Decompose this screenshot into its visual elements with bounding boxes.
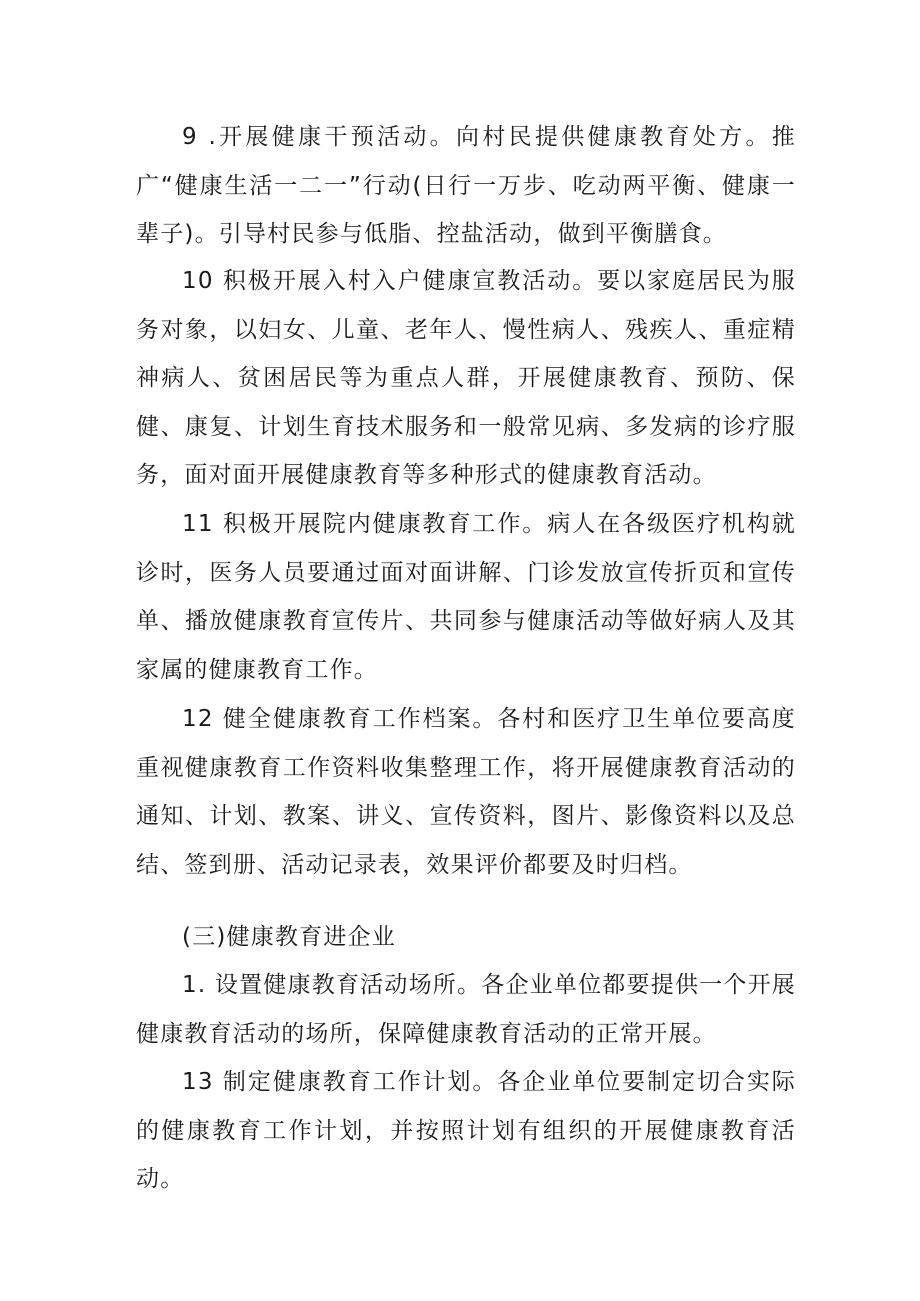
paragraph-activity-venue: 1. 设置健康教育活动场所。各企业单位都要提供一个开展健康教育活动的场所，保障健康教育活动的正常开展。: [136, 972, 796, 1047]
paragraph-education-archives: 12 健全健康教育工作档案。各村和医疗卫生单位要高度重视健康教育工作资料收集整理工作，将开展健康教育活动的通知、计划、教案、讲义、宣传资料，图片、影像资料以及总结、签到册、活动记录表，效果评价都要及时归档。: [136, 706, 796, 878]
paragraph-health-intervention: 9 .开展健康干预活动。向村民提供健康教育处方。推广“健康生活一二一”行动(日行一万步、吃动两平衡、健康一辈子)。引导村民参与低脂、控盐活动，做到平衡膳食。: [136, 124, 796, 247]
section-heading-enterprise: (三)健康教育进企业: [182, 924, 396, 950]
paragraph-hospital-education: 11 积极开展院内健康教育工作。病人在各级医疗机构就诊时，医务人员要通过面对面讲解、门诊发放宣传折页和宣传单、播放健康教育宣传片、共同参与健康活动等做好病人及其家属的健康教育工作。: [136, 511, 796, 683]
paragraph-work-plan: 13 制定健康教育工作计划。各企业单位要制定切合实际的健康教育工作计划，并按照计划有组织的开展健康教育活动。: [136, 1069, 796, 1192]
paragraph-village-outreach: 10 积极开展入村入户健康宣教活动。要以家庭居民为服务对象，以妇女、儿童、老年人、慢性病人、残疾人、重症精神病人、贫困居民等为重点人群，开展健康教育、预防、保健、康复、计划生育技术服务和一般常见病、多发病的诊疗服务，面对面开展健康教育等多种形式的健康教育活动。: [136, 268, 796, 488]
